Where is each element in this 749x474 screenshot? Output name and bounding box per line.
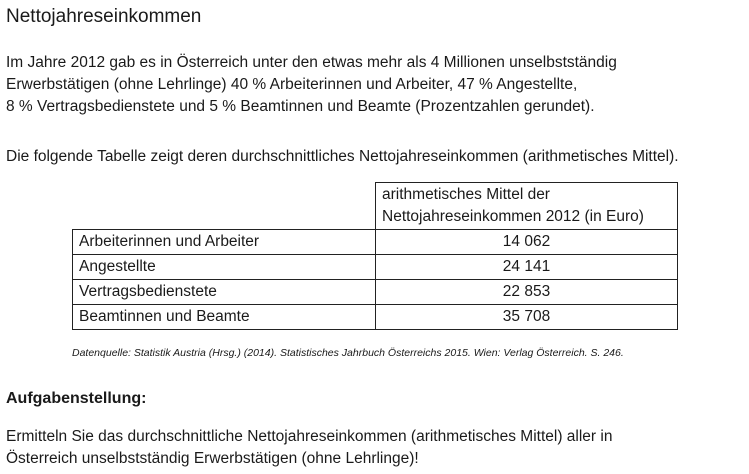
row-label: Beamtinnen und Beamte xyxy=(73,305,376,330)
intro-line-3: 8 % Vertragsbedienstete und 5 % Beamtinnen und Beamte (Prozentzahlen gerundet). xyxy=(6,98,595,115)
row-label: Vertragsbedienstete xyxy=(73,280,376,305)
row-value: 14 062 xyxy=(376,230,678,255)
table-header-line-2: Nettojahreseinkommen 2012 (in Euro) xyxy=(382,208,644,225)
table-row xyxy=(73,230,678,255)
table-header-cell xyxy=(376,183,678,230)
table-row xyxy=(73,305,678,330)
intro-line-2: Erwerbstätigen (ohne Lehrlinge) 40 % Arbeiterinnen und Arbeiter, 47 % Angestellte, xyxy=(6,76,578,93)
table-row xyxy=(73,280,678,305)
income-table xyxy=(72,182,678,330)
task-line-1: Ermitteln Sie das durchschnittliche Nettojahreseinkommen (arithmetisches Mittel) aller in xyxy=(6,428,613,445)
row-value: 24 141 xyxy=(376,255,678,280)
task-line-2: Österreich unselbstständig Erwerbstätigen (ohne Lehrlinge)! xyxy=(6,450,419,467)
task-paragraph xyxy=(6,426,612,470)
page-title: Nettojahreseinkommen xyxy=(6,6,202,27)
table-row xyxy=(73,255,678,280)
table-intro-paragraph: Die folgende Tabelle zeigt deren durchschnittliches Nettojahreseinkommen (arithmetisches Mittel). xyxy=(6,148,679,165)
task-heading: Aufgabenstellung: xyxy=(6,390,147,407)
intro-line-1: Im Jahre 2012 gab es in Österreich unter den etwas mehr als 4 Millionen unselbstständig xyxy=(6,54,617,71)
row-label: Angestellte xyxy=(73,255,376,280)
table-header-row xyxy=(73,183,678,230)
table-header-line-1: arithmetisches Mittel der xyxy=(382,186,550,203)
row-label: Arbeiterinnen und Arbeiter xyxy=(73,230,376,255)
row-value: 35 708 xyxy=(376,305,678,330)
intro-paragraph xyxy=(6,52,617,118)
row-value: 22 853 xyxy=(376,280,678,305)
data-source-note: Datenquelle: Statistik Austria (Hrsg.) (2014). Statistisches Jahrbuch Österreichs 2015. Wien: Verlag Österreich. S. 246. xyxy=(72,347,624,359)
table-header-empty-cell xyxy=(73,183,376,230)
